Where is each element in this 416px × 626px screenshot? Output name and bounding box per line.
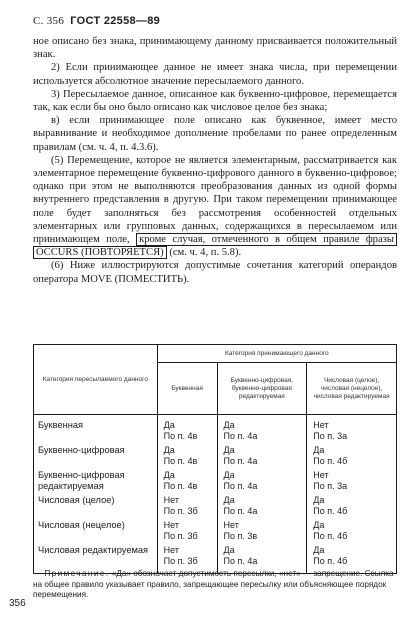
row-category: Буквенно-цифровая [34,443,158,468]
cell-rule: По п. 3б [163,556,198,566]
boxed-amendment-1: кроме случая, отмеченного в общем правиле фразы [136,233,397,246]
table-cell [307,493,397,518]
cell-rule: По п. 3б [163,531,198,541]
table-row [34,443,397,468]
body-text [33,35,397,286]
paragraph-item-5-tail: (см. ч. 4, п. 5.8). [166,247,242,259]
cell-rule: По п. 4а [223,506,258,516]
paragraph-item-2: 2) Если принимающее данное не имеет знака числа, при перемещении используется абсолютное значение пересылаемого данного. [33,62,397,87]
cell-rule: По п. 3б [163,506,198,516]
table-cell [217,493,307,518]
cell-answer: Нет [163,545,179,555]
cell-rule: По п. 4б [313,506,348,516]
cell-rule: По п. 4в [163,481,198,491]
page-number-header: С. 356 [33,15,65,27]
table-cell [157,518,217,543]
table-row [34,415,397,444]
cell-rule: По п. 4б [313,556,348,566]
row-category: Числовая редактируемая [34,543,158,574]
table-cell [307,468,397,493]
cell-answer: Нет [163,520,179,530]
cell-answer: Нет [313,470,329,480]
cell-rule: По п. 4в [163,456,198,466]
column-header-alphanumeric: Буквенно-цифровая, буквенно-цифровая редактируемая [217,363,307,415]
table-cell [307,518,397,543]
note-label: Примечание. [44,569,110,578]
move-categories-table [33,344,397,574]
paragraph-item-3: 3) Пересылаемое данное, описанное как буквенно-цифровое, перемещается так, как если бы оно было описано как числовое целое без знака; [33,88,397,114]
cell-answer: Да [223,470,235,480]
cell-answer: Да [223,495,235,505]
table-cell [307,443,397,468]
cell-answer: Да [223,420,235,430]
cell-rule: По п. 3а [313,431,348,441]
cell-answer: Нет [313,420,329,430]
page-header [33,15,160,27]
cell-answer: Нет [223,520,239,530]
page-folio: 356 [9,598,26,609]
cell-answer: Да [313,520,325,530]
table-cell [157,415,217,444]
column-header-numeric: Числовая (целое), числовая (нецелое), числовая редактируемая [307,363,397,415]
cell-answer: Да [163,420,175,430]
cell-answer: Нет [163,495,179,505]
cell-rule: По п. 3в [223,531,258,541]
cell-answer: Да [163,445,175,455]
table-cell [217,518,307,543]
cell-rule: По п. 4б [313,456,348,466]
paragraph-continuation: ное описано без знака, принимающему данному присваивается положительный знак. [33,36,397,61]
header-receiving-category: Категория принимающего данного [157,345,396,363]
row-category: Числовая (нецелое) [34,518,158,543]
table-cell [217,443,307,468]
boxed-amendment-2: OCCURS (ПОВТОРЯЕТСЯ) [33,246,167,259]
header-sending-category: Категория пересылаемого данного [34,345,158,415]
column-header-alphabetic: Буквенная [157,363,217,415]
cell-rule: По п. 4б [313,531,348,541]
table-cell [217,415,307,444]
row-category: Числовая (целое) [34,493,158,518]
table-cell [307,415,397,444]
cell-answer: Да [223,445,235,455]
paragraph-item-6: (6) Ниже иллюстрируются допустимые сочетания категорий операндов оператора MOVE (ПОМЕСТИТЬ). [33,260,397,285]
table-cell [157,443,217,468]
cell-answer: Да [313,545,325,555]
cell-answer: Да [313,445,325,455]
note-text: «Да» обозначает допустимость пересылки, «нет» — запрещение. Ссылка на общее правило указывает правило, запрещающее пересылку или объясняющее порядок перемещения. [33,569,394,599]
cell-rule: По п. 4а [223,456,258,466]
paragraph-item-5 [33,154,397,260]
table-cell [157,493,217,518]
cell-answer: Да [163,470,175,480]
table-note [33,569,397,601]
cell-rule: По п. 4а [223,431,258,441]
table-cell [157,468,217,493]
cell-rule: По п. 4а [223,481,258,491]
table-row [34,468,397,493]
paragraph-item-v: в) если принимающее поле описано как буквенное, имеет место выравнивание и необходимое дополнение пробелами по ранее определенным правилам (см. ч. 4, п. 4.3.6). [33,115,397,153]
cell-answer: Да [223,545,235,555]
row-category: Буквенно-цифровая редактируемая [34,468,158,493]
cell-rule: По п. 3а [313,481,348,491]
standard-code: ГОСТ 22558—89 [70,15,161,27]
cell-answer: Да [313,495,325,505]
paragraph-item-5-text: (5) Перемещение, которое не является элементарным, рассматривается как элементарное перемещение буквенно-цифрового данного в буквенно-цифровое; однако при этом не выполняются преобразования данных из одной формы внутреннего представления в другую. При таком перемещении принимающее поле будет заполняться без рассмотрения особенностей отдельных элементарных или групповых данных, содержащихся в пересылаемом или принимающем поле, [33,154,397,246]
table-cell [217,468,307,493]
table-row [34,493,397,518]
cell-rule: По п. 4а [223,556,258,566]
table-row [34,518,397,543]
row-category: Буквенная [34,415,158,444]
cell-rule: По п. 4в [163,431,198,441]
